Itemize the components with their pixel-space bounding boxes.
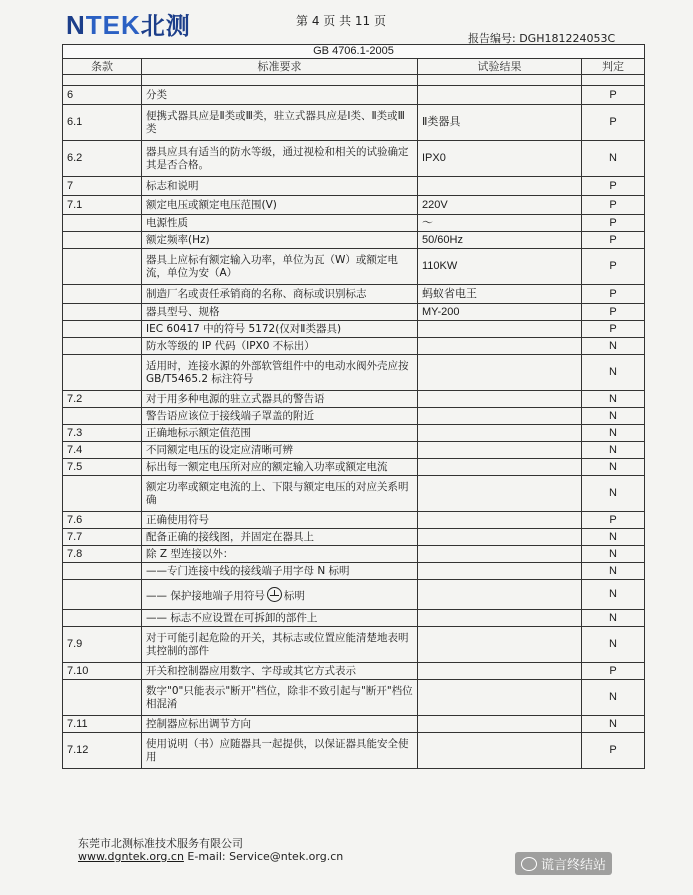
result-cell: ～ (418, 215, 582, 232)
result-cell (418, 627, 582, 663)
wechat-watermark: 谎言终结站 (515, 852, 612, 875)
verdict-cell: P (582, 86, 645, 105)
requirement-cell: IEC 60417 中的符号 5172(仅对Ⅱ类器具) (142, 321, 418, 338)
requirement-cell: 额定功率或额定电流的上、下限与额定电压的对应关系明确 (142, 476, 418, 512)
requirement-cell: 对于可能引起危险的开关，其标志或位置应能清楚地表明其控制的部件 (142, 627, 418, 663)
clause-cell (63, 580, 142, 610)
requirement-cell: 器具上应标有额定输入功率，单位为瓦（W）或额定电流，单位为安（A） (142, 249, 418, 285)
verdict-cell: P (582, 196, 645, 215)
result-cell (418, 391, 582, 408)
table-row (63, 285, 645, 304)
clause-cell (63, 285, 142, 304)
requirement-cell: 适用时，连接水源的外部软管组件中的电动水阀外壳应按 GB/T5465.2 标注符号 (142, 355, 418, 391)
result-cell: Ⅱ类器具 (418, 105, 582, 141)
col-header-requirement: 标准要求 (142, 59, 418, 75)
table-row (63, 459, 645, 476)
requirement-cell: 标志和说明 (142, 177, 418, 196)
result-cell (418, 476, 582, 512)
requirement-cell: 开关和控制器应用数字、字母或其它方式表示 (142, 663, 418, 680)
verdict-cell: P (582, 304, 645, 321)
result-cell: 110KW (418, 249, 582, 285)
result-cell (418, 563, 582, 580)
verdict-cell: N (582, 627, 645, 663)
result-cell (418, 425, 582, 442)
requirement-cell: 器具型号、规格 (142, 304, 418, 321)
table-row (63, 86, 645, 105)
verdict-cell: N (582, 546, 645, 563)
clause-cell (63, 232, 142, 249)
verdict-cell: N (582, 355, 645, 391)
table-row (63, 442, 645, 459)
result-cell: IPX0 (418, 141, 582, 177)
requirement-cell: —— 标志不应设置在可拆卸的部件上 (142, 610, 418, 627)
table-row (63, 512, 645, 529)
verdict-cell: P (582, 733, 645, 769)
verdict-cell: N (582, 391, 645, 408)
test-results-table (62, 44, 645, 769)
verdict-cell: N (582, 141, 645, 177)
requirement-cell: 防水等级的 IP 代码（IPX0 不标出） (142, 338, 418, 355)
clause-cell: 7.4 (63, 442, 142, 459)
ntek-logo: NTEK北测 (66, 10, 191, 40)
page-number: 第 4 页 共 11 页 (296, 14, 386, 28)
clause-cell (63, 610, 142, 627)
clause-cell (63, 338, 142, 355)
report-number: 报告编号: DGH181224053C (468, 32, 616, 45)
table-row (63, 476, 645, 512)
table-row (63, 529, 645, 546)
requirement-cell: 对于用多种电源的驻立式器具的警告语 (142, 391, 418, 408)
verdict-cell: N (582, 716, 645, 733)
result-cell (418, 442, 582, 459)
verdict-cell: P (582, 512, 645, 529)
result-cell (418, 610, 582, 627)
result-cell (418, 408, 582, 425)
table-row (63, 680, 645, 716)
table-row (63, 408, 645, 425)
result-cell (418, 459, 582, 476)
result-cell: MY-200 (418, 304, 582, 321)
verdict-cell: P (582, 177, 645, 196)
requirement-cell: —— 保护接地端子用符号 标明 (142, 580, 418, 610)
result-cell (418, 529, 582, 546)
protective-earth-icon (267, 587, 282, 602)
result-cell (418, 86, 582, 105)
result-cell (418, 338, 582, 355)
table-row (63, 391, 645, 408)
footer-email: E-mail: Service@ntek.org.cn (187, 850, 344, 863)
table-row (63, 425, 645, 442)
clause-cell: 7.7 (63, 529, 142, 546)
requirement-cell: 额定电压或额定电压范围(V) (142, 196, 418, 215)
clause-cell: 6.2 (63, 141, 142, 177)
clause-cell: 7.10 (63, 663, 142, 680)
requirement-cell: 器具应具有适当的防水等级，通过视检和相关的试验确定其是否合格。 (142, 141, 418, 177)
table-row (63, 105, 645, 141)
clause-cell: 7.6 (63, 512, 142, 529)
result-cell (418, 680, 582, 716)
requirement-cell: 正确地标示额定值范围 (142, 425, 418, 442)
requirement-cell: 使用说明（书）应随器具一起提供，以保证器具能安全使用 (142, 733, 418, 769)
table-row (63, 338, 645, 355)
verdict-cell: N (582, 459, 645, 476)
verdict-cell: N (582, 408, 645, 425)
clause-cell: 6.1 (63, 105, 142, 141)
requirement-cell: 控制器应标出调节方向 (142, 716, 418, 733)
verdict-cell: N (582, 610, 645, 627)
clause-cell (63, 476, 142, 512)
requirement-cell: 标出每一额定电压所对应的额定输入功率或额定电流 (142, 459, 418, 476)
clause-cell: 7.3 (63, 425, 142, 442)
result-cell (418, 177, 582, 196)
clause-cell: 7.2 (63, 391, 142, 408)
requirement-cell: 正确使用符号 (142, 512, 418, 529)
standard-code: GB 4706.1-2005 (63, 45, 645, 59)
table-row (63, 355, 645, 391)
table-row (63, 627, 645, 663)
table-row (63, 304, 645, 321)
result-cell (418, 716, 582, 733)
spacer-row (63, 75, 645, 86)
verdict-cell: P (582, 215, 645, 232)
requirement-cell: 除 Z 型连接以外： (142, 546, 418, 563)
clause-cell: 7.8 (63, 546, 142, 563)
standard-row (63, 45, 645, 59)
clause-cell (63, 408, 142, 425)
result-cell (418, 321, 582, 338)
requirement-cell: 警告语应该位于接线端子罩盖的附近 (142, 408, 418, 425)
table-row (63, 546, 645, 563)
verdict-cell: N (582, 563, 645, 580)
clause-cell (63, 355, 142, 391)
table-row (63, 716, 645, 733)
verdict-cell: P (582, 663, 645, 680)
verdict-cell: N (582, 338, 645, 355)
requirement-cell: ——专门连接中线的接线端子用字母 N 标明 (142, 563, 418, 580)
clause-cell: 7.11 (63, 716, 142, 733)
verdict-cell: N (582, 529, 645, 546)
verdict-cell: N (582, 442, 645, 459)
verdict-cell: P (582, 249, 645, 285)
footer-company: 东莞市北测标准技术服务有限公司 (78, 837, 243, 850)
verdict-cell: P (582, 285, 645, 304)
requirement-cell: 不同额定电压的设定应清晰可辨 (142, 442, 418, 459)
table-row (63, 141, 645, 177)
requirement-cell: 额定频率(Hz) (142, 232, 418, 249)
table-row (63, 196, 645, 215)
verdict-cell: N (582, 476, 645, 512)
clause-cell (63, 249, 142, 285)
requirement-cell: 便携式器具应是Ⅱ类或Ⅲ类，驻立式器具应是Ⅰ类、Ⅱ类或Ⅲ类 (142, 105, 418, 141)
requirement-cell: 数字"0"只能表示"断开"档位，除非不致引起与"断开"档位相混淆 (142, 680, 418, 716)
clause-cell: 7.9 (63, 627, 142, 663)
table-row (63, 563, 645, 580)
table-row (63, 580, 645, 610)
requirement-cell: 分类 (142, 86, 418, 105)
clause-cell (63, 321, 142, 338)
result-cell: 220V (418, 196, 582, 215)
table-row (63, 610, 645, 627)
col-header-result: 试验结果 (418, 59, 582, 75)
clause-cell: 7.12 (63, 733, 142, 769)
result-cell (418, 355, 582, 391)
table-row (63, 232, 645, 249)
table-row (63, 215, 645, 232)
wechat-icon (521, 857, 537, 871)
requirement-cell: 配备正确的接线图，并固定在器具上 (142, 529, 418, 546)
col-header-verdict: 判定 (582, 59, 645, 75)
verdict-cell: P (582, 232, 645, 249)
verdict-cell: P (582, 105, 645, 141)
clause-cell (63, 680, 142, 716)
clause-cell: 7.1 (63, 196, 142, 215)
result-cell: 蚂蚁省电王 (418, 285, 582, 304)
verdict-cell: N (582, 680, 645, 716)
clause-cell: 6 (63, 86, 142, 105)
verdict-cell: P (582, 321, 645, 338)
table-row (63, 321, 645, 338)
footer-website-link[interactable]: www.dgntek.org.cn (78, 850, 184, 863)
clause-cell: 7 (63, 177, 142, 196)
clause-cell (63, 563, 142, 580)
result-cell: 50/60Hz (418, 232, 582, 249)
footer-contact (78, 850, 343, 863)
requirement-cell: 电源性质 (142, 215, 418, 232)
result-cell (418, 733, 582, 769)
requirement-cell: 制造厂名或责任承销商的名称、商标或识别标志 (142, 285, 418, 304)
verdict-cell: N (582, 580, 645, 610)
clause-cell: 7.5 (63, 459, 142, 476)
result-cell (418, 663, 582, 680)
clause-cell (63, 304, 142, 321)
table-row (63, 249, 645, 285)
table-row (63, 177, 645, 196)
header-row (63, 59, 645, 75)
verdict-cell: N (582, 425, 645, 442)
clause-cell (63, 215, 142, 232)
table-row (63, 663, 645, 680)
result-cell (418, 512, 582, 529)
result-cell (418, 580, 582, 610)
result-cell (418, 546, 582, 563)
table-row (63, 733, 645, 769)
col-header-clause: 条款 (63, 59, 142, 75)
